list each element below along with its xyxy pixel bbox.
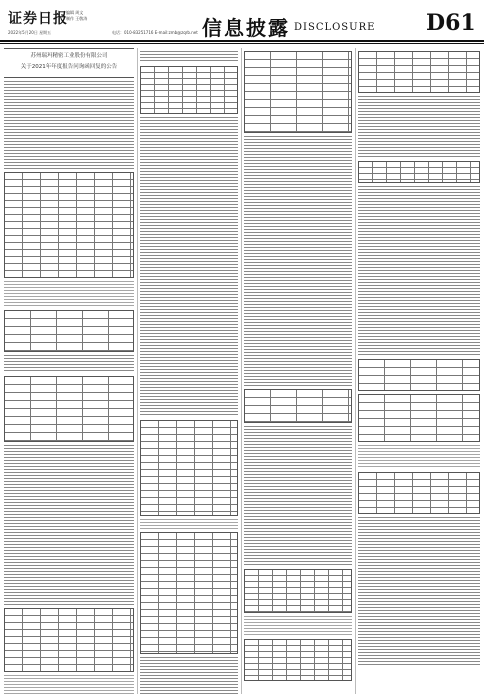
data-table — [140, 66, 238, 114]
body-text-block — [244, 426, 352, 566]
data-table — [358, 472, 480, 514]
producer-line: 制作 王敬涛 — [66, 16, 88, 21]
article-headline-box — [4, 48, 134, 78]
data-table — [4, 310, 134, 352]
body-text-block — [358, 96, 480, 158]
newspaper-logo: 证券日报 — [8, 11, 68, 27]
masthead-rule-thin — [0, 43, 484, 44]
section-title-english: DISCLOSURE — [294, 22, 376, 33]
column-divider — [241, 48, 242, 694]
editor-line: 编辑 周文 — [66, 10, 84, 15]
column-1 — [4, 48, 134, 694]
column-divider — [137, 48, 138, 694]
issue-date: 2022年5月20日 星期五 — [8, 30, 52, 35]
data-table — [358, 161, 480, 183]
data-table — [244, 639, 352, 681]
body-text-block — [140, 519, 238, 529]
body-text-block — [140, 657, 238, 694]
body-text-block — [140, 117, 238, 417]
data-table — [140, 532, 238, 654]
body-text-block — [244, 136, 352, 386]
data-table — [4, 608, 134, 672]
column-divider — [355, 48, 356, 694]
body-text-block — [4, 675, 134, 694]
page-number: D61 — [426, 10, 476, 36]
body-text-block — [4, 355, 134, 373]
data-table — [244, 389, 352, 423]
body-text-block — [358, 517, 480, 667]
data-table — [4, 172, 134, 278]
data-table — [4, 376, 134, 442]
data-table — [140, 420, 238, 516]
body-text-block — [358, 445, 480, 469]
body-text-block — [140, 51, 238, 63]
section-title: 信息披露 — [202, 16, 290, 40]
data-table — [358, 51, 480, 93]
body-text-block — [244, 616, 352, 636]
column-3 — [244, 48, 352, 694]
article-subheadline: 关于2021年年度报告问询函回复的公告 — [20, 64, 118, 70]
column-4 — [358, 48, 480, 694]
editor-credits — [66, 10, 87, 22]
data-table — [358, 394, 480, 442]
body-text-block — [4, 281, 134, 307]
body-text-block — [4, 81, 134, 169]
contact-info: 电话：010-83251716 E-mail:zmb@zqrb.net — [112, 30, 198, 35]
body-text-block — [358, 186, 480, 356]
masthead — [0, 0, 484, 44]
data-table — [244, 569, 352, 613]
data-table — [244, 51, 352, 133]
body-text-block — [4, 445, 134, 605]
masthead-rule — [0, 40, 484, 42]
column-2 — [140, 48, 238, 694]
data-table — [358, 359, 480, 391]
article-headline: 苏州瑞玛精密工业股份有限公司 — [30, 53, 108, 59]
